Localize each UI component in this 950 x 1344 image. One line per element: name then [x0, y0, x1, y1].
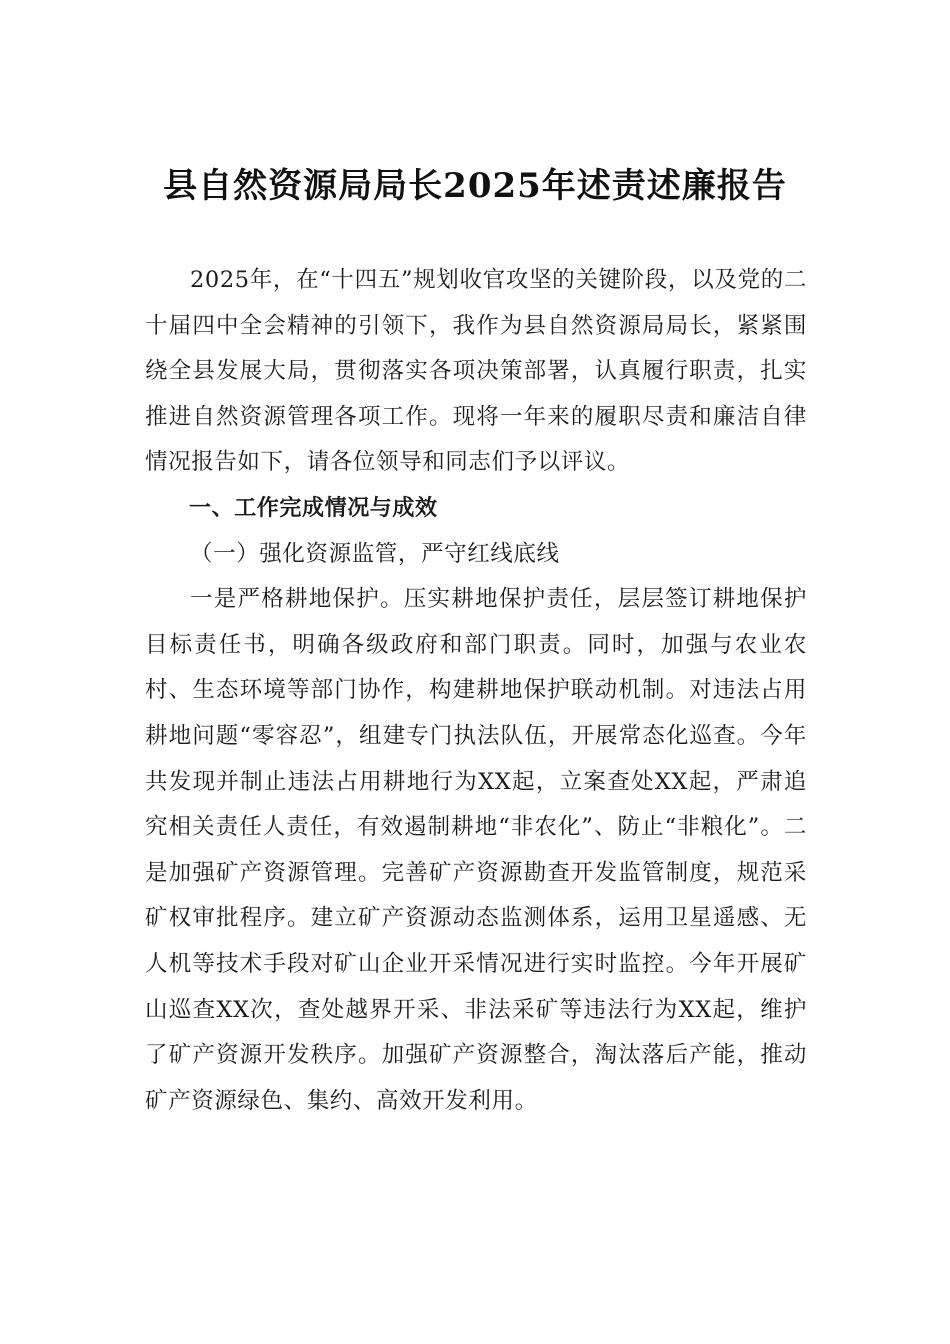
document-body [145, 258, 807, 1124]
body-paragraph: 一是严格耕地保护。压实耕地保护责任，层层签订耕地保护目标责任书，明确各级政府和部门职责。同时，加强与农业农村、生态环境等部门协作，构建耕地保护联动机制。对违法占用耕地问题“零容忍”，组建专门执法队伍，开展常态化巡查。今年共发现并制止违法占用耕地行为XX起，立案查处XX起，严肃追究相关责任人责任，有效遏制耕地“非农化”、防止“非粮化”。二是加强矿产资源管理。完善矿产资源勘查开发监管制度，规范采矿权审批程序。建立矿产资源动态监测体系，运用卫星遥感、无人机等技术手段对矿山企业开采情况进行实时监控。今年开展矿山巡查XX次，查处越界开采、非法采矿等违法行为XX起，维护了矿产资源开发秩序。加强矿产资源整合，淘汰落后产能，推动矿产资源绿色、集约、高效开发利用。 [145, 586, 807, 1114]
section-heading: 一、工作完成情况与成效 [189, 495, 438, 521]
subsection-heading: （一）强化资源监管，严守红线底线 [190, 540, 560, 567]
document-title: 县自然资源局局长2025年述责述廉报告 [163, 166, 787, 206]
intro-paragraph: 2025年，在“十四五”规划收官攻坚的关键阶段，以及党的二十届四中全会精神的引领下，我作为县自然资源局局长，紧紧围绕全县发展大局，贯彻落实各项决策部署，认真履行职责，扎实推进自然资源管理各项工作。现将一年来的履职尽责和廉洁自律情况报告如下，请各位领导和同志们予以评议。 [145, 267, 807, 476]
